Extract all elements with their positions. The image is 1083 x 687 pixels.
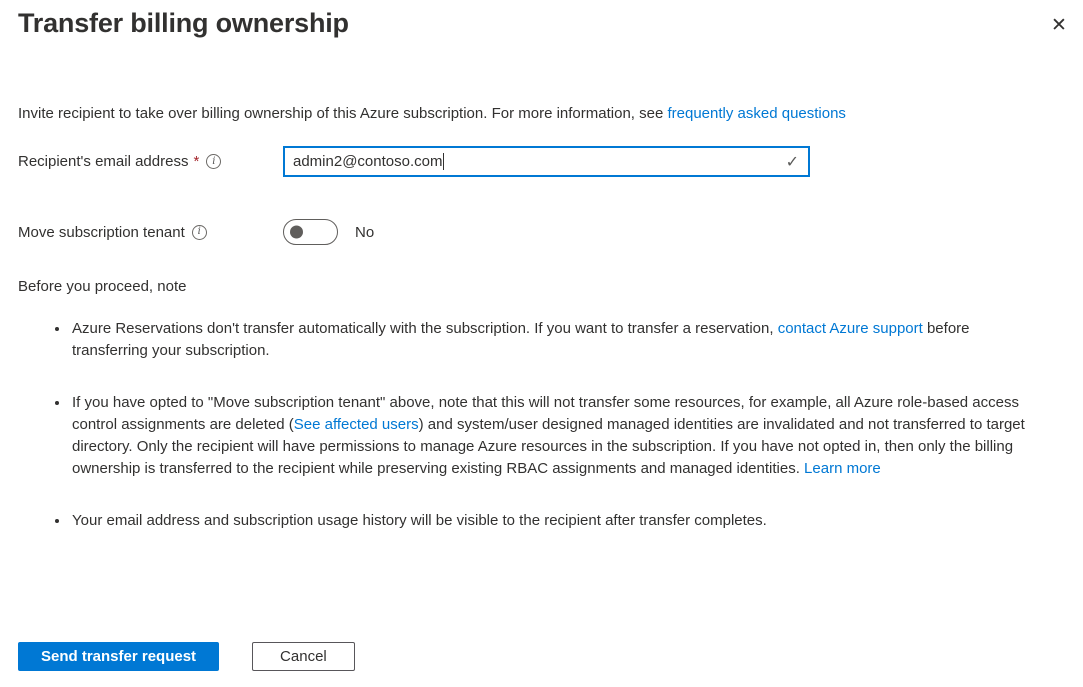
info-icon[interactable]: i xyxy=(206,154,221,169)
note-item xyxy=(70,392,1039,480)
note-item xyxy=(70,510,1039,532)
text-segment: Invite recipient to take over billing ownership of this Azure subscription. For more information, see xyxy=(18,105,668,122)
close-icon[interactable]: ✕ xyxy=(1045,12,1073,40)
tenant-toggle-row xyxy=(18,219,1039,245)
tenant-label-text: Move subscription tenant xyxy=(18,223,185,241)
tenant-toggle-switch[interactable] xyxy=(283,219,338,245)
send-transfer-request-button[interactable]: Send transfer request xyxy=(18,642,219,671)
text-segment: ) and system/user designed managed identities are invalidated and not transferred to target directory. Only the recipient will have permissions to manage Azure resources in the subscription. If you have not opted in, then only the billing ownership is transferred to the recipient while preserving existing RBAC assignments and managed identities. xyxy=(72,416,1025,477)
email-input[interactable] xyxy=(283,146,810,177)
email-field-label xyxy=(18,153,283,170)
email-label-text: Recipient's email address xyxy=(18,153,189,170)
footer-actions xyxy=(18,642,355,671)
valid-checkmark-icon: ✓ xyxy=(785,153,799,171)
info-icon[interactable]: i xyxy=(192,225,207,240)
toggle-state-label: No xyxy=(355,223,375,241)
email-input-value: admin2@contoso.com xyxy=(293,153,443,170)
see-affected-users-link[interactable]: See affected users xyxy=(293,416,419,433)
notes-list xyxy=(18,318,1039,532)
text-segment: Azure Reservations don't transfer automatically with the subscription. If you want to transfer a reservation, xyxy=(72,320,778,337)
page-title: Transfer billing ownership xyxy=(18,8,349,38)
dialog-content xyxy=(0,103,1083,532)
tenant-toggle-label xyxy=(18,224,283,241)
contact-azure-support-link[interactable]: contact Azure support xyxy=(777,320,923,337)
text-segment: If you have opted to "Move subscription tenant" above, note that this will not transfer some resources, for example, all Azure role-based access control assignments are deleted ( xyxy=(72,394,1019,433)
toggle-knob xyxy=(290,226,303,239)
cancel-button[interactable]: Cancel xyxy=(252,642,355,671)
notes-heading: Before you proceed, note xyxy=(18,278,187,295)
faq-link[interactable]: frequently asked questions xyxy=(667,105,846,122)
intro-text xyxy=(18,103,1039,124)
text-cursor xyxy=(443,153,444,170)
note-item xyxy=(70,318,1039,362)
email-field-row xyxy=(18,146,1039,177)
text-segment: before transferring your subscription. xyxy=(72,320,970,359)
text-segment: Your email address and subscription usage history will be visible to the recipient after transfer completes. xyxy=(72,512,767,529)
learn-more-link[interactable]: Learn more xyxy=(804,460,881,477)
required-marker: * xyxy=(193,153,200,170)
